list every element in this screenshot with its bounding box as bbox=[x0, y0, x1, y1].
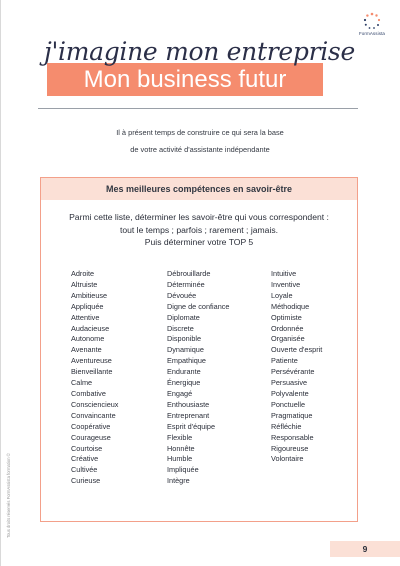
skills-box-title: Mes meilleures compétences en savoir-être bbox=[41, 178, 357, 200]
skill-item: Ponctuelle bbox=[271, 399, 306, 409]
skill-item: Réfléchie bbox=[271, 421, 302, 431]
skill-item: Dévouée bbox=[167, 290, 197, 300]
skill-item: Courtoise bbox=[71, 443, 103, 453]
copyright-text: Tous droits réservés FormAssista formation © bbox=[6, 453, 11, 538]
skill-item: Diplomate bbox=[167, 312, 200, 322]
skill-item: Digne de confiance bbox=[167, 301, 230, 311]
skill-item: Impliquée bbox=[167, 465, 199, 475]
skill-item: Débrouillarde bbox=[167, 269, 211, 278]
title-divider bbox=[38, 108, 358, 109]
skills-box bbox=[40, 177, 358, 522]
skill-item: Curieuse bbox=[71, 476, 101, 486]
skills-column-2 bbox=[167, 269, 229, 487]
skill-item: Honnête bbox=[167, 443, 195, 453]
skill-item: Méthodique bbox=[271, 301, 310, 311]
skill-item: Ambitieuse bbox=[71, 290, 108, 300]
instruction-line-2: tout le temps ; parfois ; rarement ; jamais. bbox=[119, 224, 279, 235]
instructions bbox=[51, 211, 347, 249]
skill-item: Énergique bbox=[167, 378, 201, 388]
skill-item: Audacieuse bbox=[71, 323, 110, 333]
skill-item: Ordonnée bbox=[271, 323, 304, 333]
skill-item: Patiente bbox=[271, 356, 298, 366]
skill-item: Volontaire bbox=[271, 454, 304, 464]
skill-item: Consciencieux bbox=[71, 399, 119, 409]
page-title: Mon business futur bbox=[83, 66, 287, 93]
skill-item: Discrete bbox=[167, 323, 194, 333]
skill-item: Bienveillante bbox=[71, 367, 113, 377]
instruction-line-3: Puis déterminer votre TOP 5 bbox=[144, 237, 254, 247]
intro-text bbox=[40, 124, 360, 158]
skill-item: Altruiste bbox=[71, 279, 98, 289]
skill-item: Coopérative bbox=[71, 421, 111, 431]
skill-item: Responsable bbox=[271, 432, 314, 442]
skill-item: Intègre bbox=[167, 476, 190, 486]
skill-item: Loyale bbox=[271, 290, 293, 300]
skill-item: Optimiste bbox=[271, 312, 302, 322]
skill-item: Enthousiaste bbox=[167, 399, 210, 409]
skill-item: Adroite bbox=[71, 269, 95, 278]
skill-item: Intuitive bbox=[271, 269, 297, 278]
skill-item: Humble bbox=[167, 454, 193, 464]
skill-item: Endurante bbox=[167, 367, 201, 377]
skill-item: Inventive bbox=[271, 279, 301, 289]
skill-item: Calme bbox=[71, 378, 93, 388]
skill-item: Autonome bbox=[71, 334, 105, 344]
skill-item: Ouverte d'esprit bbox=[271, 345, 323, 355]
script-title: j'imagine mon entreprise bbox=[44, 37, 355, 66]
skill-item: Persuasive bbox=[271, 378, 308, 388]
skill-item: Dynamique bbox=[167, 345, 204, 355]
logo-dots-icon bbox=[363, 12, 381, 30]
skill-item: Appliquée bbox=[71, 301, 104, 311]
skill-item: Engagé bbox=[167, 388, 193, 398]
skill-item: Esprit d'équipe bbox=[167, 421, 216, 431]
formassista-logo bbox=[352, 12, 392, 48]
skill-item: Empathique bbox=[167, 356, 206, 366]
logo-brand-text: FormAssista bbox=[358, 31, 386, 36]
skill-item: Aventureuse bbox=[71, 356, 112, 366]
skill-item: Combative bbox=[71, 388, 106, 398]
skill-item: Organisée bbox=[271, 334, 305, 344]
skill-item: Convaincante bbox=[71, 410, 116, 420]
skill-item: Rigoureuse bbox=[271, 443, 309, 453]
intro-line-2: de votre activité d'assistante indépendante bbox=[130, 145, 270, 154]
intro-line-1: Il à présent temps de construire ce qui sera la base bbox=[116, 128, 284, 137]
skill-item: Créative bbox=[71, 454, 99, 464]
skills-column-1 bbox=[71, 269, 118, 487]
skill-item: Attentive bbox=[71, 312, 100, 322]
instruction-line-1: Parmi cette liste, déterminer les savoir-être qui vous correspondent : bbox=[69, 212, 329, 222]
skill-item: Avenante bbox=[71, 345, 102, 355]
skill-item: Polyvalente bbox=[271, 388, 309, 398]
skill-item: Disponible bbox=[167, 334, 202, 344]
skill-item: Entreprenant bbox=[167, 410, 210, 420]
page-number: 9 bbox=[362, 544, 368, 554]
skill-item: Persévérante bbox=[271, 367, 315, 377]
skill-item: Pragmatique bbox=[271, 410, 313, 420]
skill-item: Flexible bbox=[167, 432, 193, 442]
skill-item: Déterminée bbox=[167, 279, 205, 289]
skill-item: Courageuse bbox=[71, 432, 111, 442]
skill-item: Cultivée bbox=[71, 465, 98, 475]
skills-column-3 bbox=[271, 269, 322, 465]
